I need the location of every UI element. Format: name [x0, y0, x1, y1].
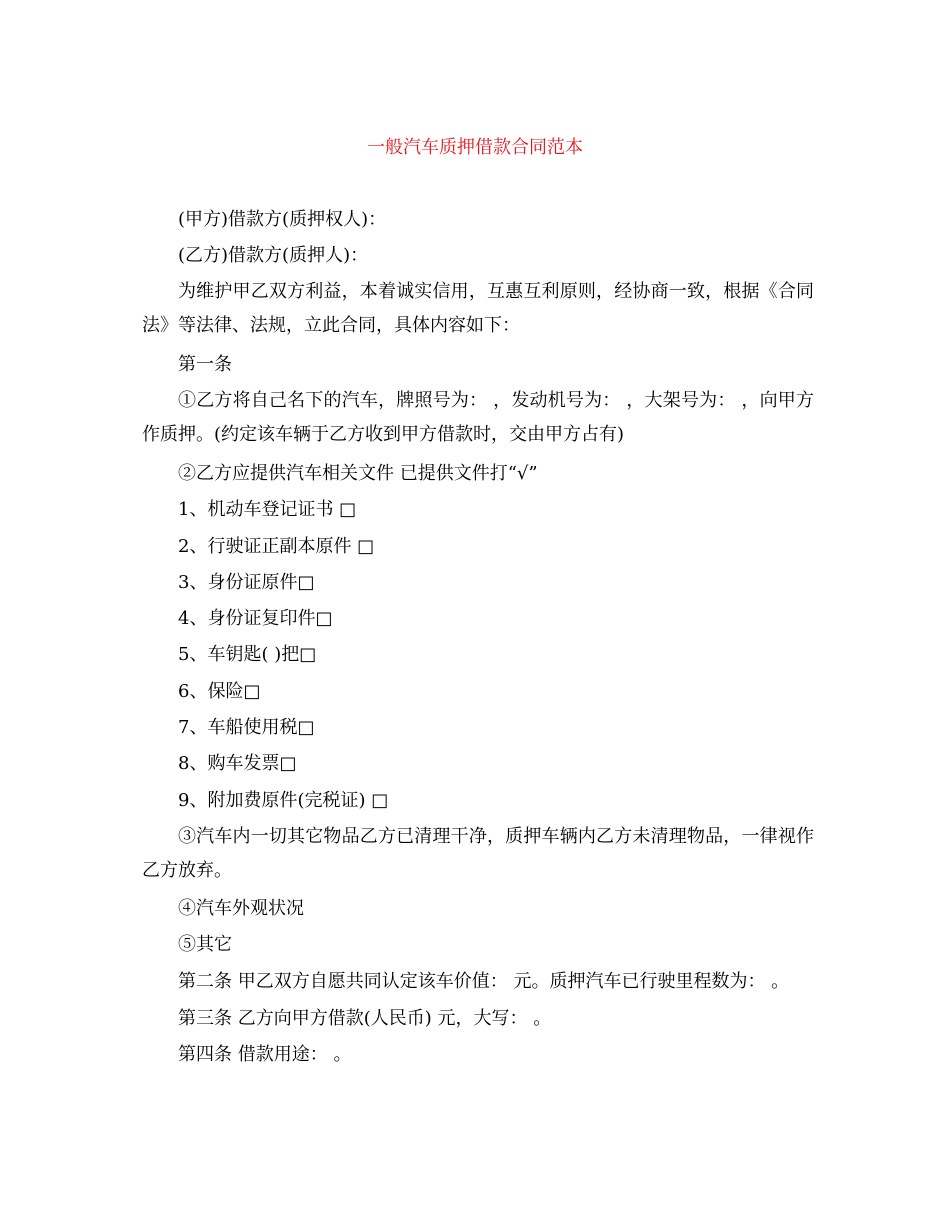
article-2-line: 第二条 甲乙双方自愿共同认定该车价值： 元。质押汽车已行驶里程数为： 。 — [178, 971, 790, 992]
document-list-item: 9、附加费原件(完税证) □ — [178, 790, 389, 811]
document-list-item: 7、车船使用税□ — [178, 717, 315, 738]
party-a-line: (甲方)借款方(质押权人)： — [178, 209, 387, 230]
document-list-item: 5、车钥匙( )把□ — [178, 644, 317, 665]
clause-3-paragraph: ③汽车内一切其它物品乙方已清理干净，质押车辆内乙方未清理物品，一律视作乙方放弃。 — [142, 826, 814, 881]
article-3-line: 第三条 乙方向甲方借款(人民币) 元，大写： 。 — [178, 1008, 552, 1029]
document-title: 一般汽车质押借款合同范本 — [367, 137, 583, 158]
article-1-heading: 第一条 — [178, 354, 232, 375]
preamble-paragraph: 为维护甲乙双方利益，本着诚实信用，互惠互利原则，经协商一致，根据《合同法》等法律、法规，立此合同，具体内容如下： — [142, 281, 814, 336]
document-list-item: 3、身份证原件□ — [178, 572, 315, 593]
document-list-item: 2、行驶证正副本原件 □ — [178, 536, 375, 557]
document-list-item: 4、身份证复印件□ — [178, 608, 333, 629]
article-4-line: 第四条 借款用途： 。 — [178, 1044, 352, 1065]
document-list-item: 6、保险□ — [178, 681, 261, 702]
clause-5-line: ⑤其它 — [178, 934, 232, 955]
clause-4-line: ④汽车外观状况 — [178, 898, 304, 919]
clause-1-paragraph: ①乙方将自己名下的汽车，牌照号为： ，发动机号为： ，大架号为： ，向甲方作质押。(约定该车辆于乙方收到甲方借款时，交由甲方占有) — [142, 390, 814, 445]
clause-2-line: ②乙方应提供汽车相关文件 已提供文件打“√” — [178, 463, 538, 484]
document-list-item: 8、购车发票□ — [178, 753, 297, 774]
party-b-line: (乙方)借款方(质押人)： — [178, 245, 369, 266]
document-list-item: 1、机动车登记证书 □ — [178, 499, 357, 520]
